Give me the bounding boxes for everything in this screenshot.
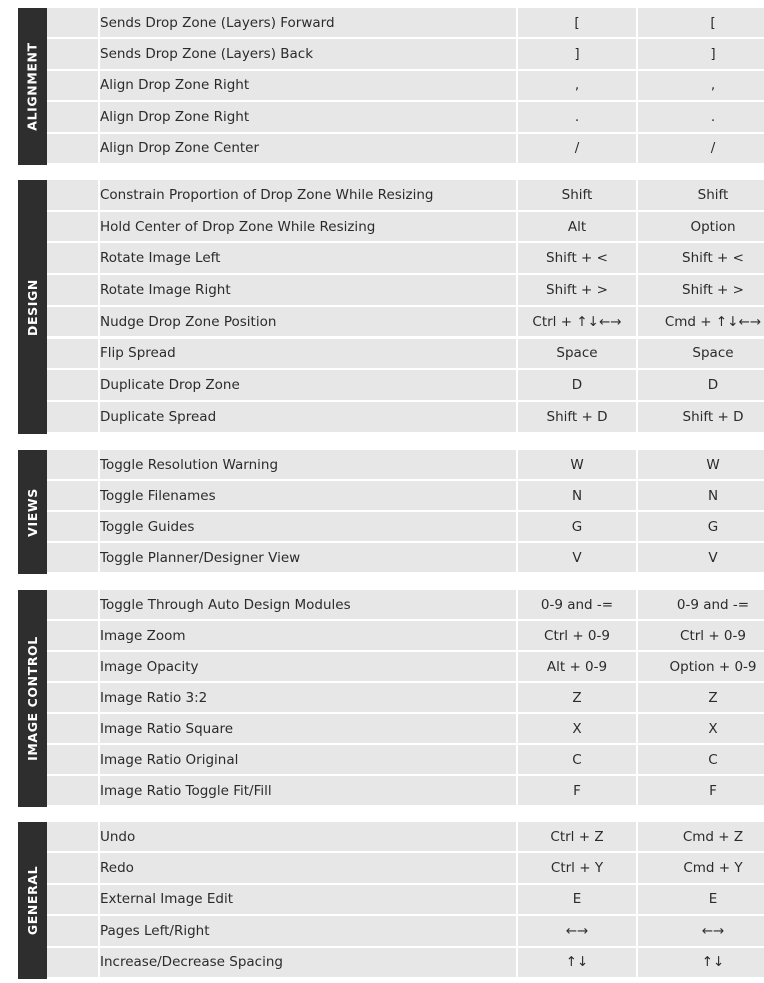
section-label-bar <box>18 822 47 979</box>
mac-shortcut-cell <box>638 481 764 510</box>
section-design <box>18 180 762 434</box>
windows-shortcut-cell <box>518 102 636 131</box>
mac-shortcut-cell <box>638 885 764 914</box>
mac-shortcut-cell <box>638 776 764 805</box>
table-row <box>47 745 759 776</box>
mac-shortcut-cell <box>638 590 764 619</box>
mac-shortcut: Z <box>708 689 718 706</box>
section-label-bar <box>18 590 47 807</box>
windows-shortcut: N <box>571 487 583 504</box>
row-spacer-cell <box>47 543 98 572</box>
windows-shortcut-cell <box>518 714 636 743</box>
table-row <box>47 71 759 102</box>
mac-shortcut-cell <box>638 853 764 882</box>
mac-shortcut: V <box>708 549 718 566</box>
table-row <box>47 543 759 574</box>
shortcut-rows <box>47 8 759 165</box>
action-cell <box>100 652 516 681</box>
windows-shortcut-cell <box>518 402 636 432</box>
section-general <box>18 822 759 979</box>
mac-shortcut-cell <box>638 275 764 305</box>
table-row <box>47 683 759 714</box>
windows-shortcut: Shift + > <box>546 281 608 298</box>
row-spacer-cell <box>47 39 98 68</box>
mac-shortcut: Shift + > <box>682 281 744 298</box>
windows-shortcut: Ctrl + Y <box>550 860 604 877</box>
windows-shortcut-cell <box>518 71 636 100</box>
action-cell <box>100 885 516 914</box>
action-label: Align Drop Zone Right <box>100 77 250 94</box>
action-cell <box>100 180 516 210</box>
table-row <box>47 714 759 745</box>
windows-shortcut: V <box>572 549 582 566</box>
row-spacer-cell <box>47 481 98 510</box>
section-label: ALIGNMENT <box>25 42 41 131</box>
mac-shortcut: Shift + D <box>682 408 744 425</box>
section-label: DESIGN <box>25 278 41 336</box>
windows-shortcut: ↑↓ <box>565 954 589 971</box>
row-spacer-cell <box>47 450 98 479</box>
mac-shortcut: F <box>709 782 717 799</box>
action-cell <box>100 339 516 369</box>
windows-shortcut: Ctrl + 0-9 <box>544 627 610 644</box>
windows-shortcut: , <box>574 77 580 94</box>
mac-shortcut: [ <box>710 14 716 31</box>
action-cell <box>100 450 516 479</box>
mac-shortcut-cell <box>638 745 764 774</box>
row-spacer-cell <box>47 8 98 37</box>
section-image-control <box>18 590 759 807</box>
row-spacer-cell <box>47 652 98 681</box>
section-alignment <box>18 8 759 165</box>
windows-shortcut-cell <box>518 652 636 681</box>
action-cell <box>100 8 516 37</box>
mac-shortcut: ←→ <box>701 922 725 939</box>
mac-shortcut: . <box>710 108 716 125</box>
windows-shortcut-cell <box>518 39 636 68</box>
action-label: Toggle Guides <box>100 518 195 535</box>
row-spacer-cell <box>47 853 98 882</box>
mac-shortcut: Space <box>692 345 734 362</box>
windows-shortcut-cell <box>518 683 636 712</box>
section-label: IMAGE CONTROL <box>25 636 41 761</box>
table-row <box>47 590 759 621</box>
action-label: Image Ratio 3:2 <box>100 689 208 706</box>
windows-shortcut-cell <box>518 481 636 510</box>
row-spacer-cell <box>47 590 98 619</box>
windows-shortcut: F <box>573 782 581 799</box>
windows-shortcut: / <box>574 140 580 157</box>
table-row <box>47 134 759 165</box>
mac-shortcut: W <box>706 456 720 473</box>
action-cell <box>100 243 516 273</box>
row-spacer-cell <box>47 512 98 541</box>
action-label: Redo <box>100 860 134 877</box>
action-cell <box>100 853 516 882</box>
mac-shortcut: X <box>708 720 718 737</box>
mac-shortcut-cell <box>638 512 764 541</box>
row-spacer-cell <box>47 948 98 977</box>
row-spacer-cell <box>47 402 98 432</box>
windows-shortcut-cell <box>518 543 636 572</box>
mac-shortcut-cell <box>638 39 764 68</box>
action-label: Rotate Image Right <box>100 281 231 298</box>
row-spacer-cell <box>47 134 98 163</box>
windows-shortcut: D <box>571 377 583 394</box>
action-label: Toggle Resolution Warning <box>100 456 279 473</box>
windows-shortcut: Alt <box>567 218 587 235</box>
action-label: Image Ratio Original <box>100 751 239 768</box>
action-label: Sends Drop Zone (Layers) Back <box>100 46 314 63</box>
mac-shortcut-cell <box>638 71 764 100</box>
shortcut-rows <box>47 822 759 979</box>
table-row <box>47 102 759 133</box>
table-row <box>47 39 759 70</box>
mac-shortcut: ↑↓ <box>701 954 725 971</box>
mac-shortcut: Shift + < <box>682 250 744 267</box>
mac-shortcut-cell <box>638 212 764 242</box>
windows-shortcut-cell <box>518 590 636 619</box>
windows-shortcut: . <box>574 108 580 125</box>
action-cell <box>100 71 516 100</box>
mac-shortcut: Cmd + ↑↓←→ <box>664 313 762 330</box>
table-row <box>47 948 759 979</box>
mac-shortcut: , <box>710 77 716 94</box>
windows-shortcut-cell <box>518 822 636 851</box>
row-spacer-cell <box>47 621 98 650</box>
mac-shortcut-cell <box>638 134 764 163</box>
windows-shortcut: ] <box>574 46 580 63</box>
action-cell <box>100 512 516 541</box>
windows-shortcut-cell <box>518 8 636 37</box>
action-cell <box>100 916 516 945</box>
table-row <box>47 776 759 807</box>
mac-shortcut: Cmd + Z <box>682 828 744 845</box>
action-label: Image Ratio Toggle Fit/Fill <box>100 782 272 799</box>
mac-shortcut: E <box>708 891 718 908</box>
mac-shortcut-cell <box>638 402 764 432</box>
section-label: GENERAL <box>25 865 41 936</box>
mac-shortcut-cell <box>638 8 764 37</box>
section-label-bar <box>18 180 47 434</box>
mac-shortcut-cell <box>638 683 764 712</box>
mac-shortcut: / <box>710 140 716 157</box>
row-spacer-cell <box>47 776 98 805</box>
action-cell <box>100 714 516 743</box>
table-row <box>47 402 759 434</box>
row-spacer-cell <box>47 212 98 242</box>
action-label: Image Ratio Square <box>100 720 234 737</box>
mac-shortcut-cell <box>638 543 764 572</box>
action-cell <box>100 621 516 650</box>
shortcut-rows <box>47 180 762 434</box>
row-spacer-cell <box>47 370 98 400</box>
action-label: Undo <box>100 828 136 845</box>
action-label: Pages Left/Right <box>100 922 210 939</box>
windows-shortcut: G <box>571 518 583 535</box>
action-label: Sends Drop Zone (Layers) Forward <box>100 14 335 31</box>
row-spacer-cell <box>47 71 98 100</box>
mac-shortcut-cell <box>638 339 764 369</box>
mac-shortcut-cell <box>638 948 764 977</box>
windows-shortcut: Shift <box>561 186 593 203</box>
action-label: Image Zoom <box>100 627 186 644</box>
action-label: Toggle Through Auto Design Modules <box>100 596 351 613</box>
section-label-bar <box>18 450 47 574</box>
mac-shortcut: Option + 0-9 <box>669 658 757 675</box>
windows-shortcut-cell <box>518 243 636 273</box>
windows-shortcut: Z <box>572 689 582 706</box>
windows-shortcut-cell <box>518 885 636 914</box>
windows-shortcut: Shift + D <box>546 408 608 425</box>
action-label: Image Opacity <box>100 658 199 675</box>
table-row <box>47 822 759 853</box>
action-cell <box>100 307 516 337</box>
windows-shortcut-cell <box>518 948 636 977</box>
action-label: External Image Edit <box>100 891 234 908</box>
windows-shortcut: ←→ <box>565 922 589 939</box>
action-label: Nudge Drop Zone Position <box>100 313 277 330</box>
action-label: Toggle Planner/Designer View <box>100 549 301 566</box>
windows-shortcut-cell <box>518 370 636 400</box>
action-label: Rotate Image Left <box>100 250 221 267</box>
mac-shortcut-cell <box>638 180 764 210</box>
row-spacer-cell <box>47 180 98 210</box>
windows-shortcut-cell <box>518 621 636 650</box>
action-cell <box>100 590 516 619</box>
row-spacer-cell <box>47 885 98 914</box>
row-spacer-cell <box>47 307 98 337</box>
row-spacer-cell <box>47 714 98 743</box>
windows-shortcut-cell <box>518 212 636 242</box>
section-label: VIEWS <box>25 487 40 537</box>
mac-shortcut: ] <box>710 46 716 63</box>
action-cell <box>100 134 516 163</box>
section-views <box>18 450 759 574</box>
table-row <box>47 370 759 402</box>
table-row <box>47 621 759 652</box>
row-spacer-cell <box>47 275 98 305</box>
mac-shortcut: G <box>707 518 719 535</box>
row-spacer-cell <box>47 916 98 945</box>
windows-shortcut-cell <box>518 307 636 337</box>
table-row <box>47 853 759 884</box>
windows-shortcut: Space <box>556 345 598 362</box>
windows-shortcut: E <box>572 891 582 908</box>
action-label: Duplicate Spread <box>100 408 217 425</box>
action-cell <box>100 948 516 977</box>
mac-shortcut-cell <box>638 652 764 681</box>
mac-shortcut: Shift <box>697 186 729 203</box>
table-row <box>47 243 759 275</box>
action-cell <box>100 683 516 712</box>
windows-shortcut: Shift + < <box>546 250 608 267</box>
mac-shortcut: N <box>707 487 719 504</box>
table-row <box>47 8 759 39</box>
windows-shortcut: Ctrl + ↑↓←→ <box>532 313 622 330</box>
table-row <box>47 212 759 244</box>
windows-shortcut: C <box>572 751 582 768</box>
windows-shortcut-cell <box>518 512 636 541</box>
row-spacer-cell <box>47 243 98 273</box>
windows-shortcut-cell <box>518 180 636 210</box>
row-spacer-cell <box>47 822 98 851</box>
action-label: Flip Spread <box>100 345 176 362</box>
table-row <box>47 180 759 212</box>
mac-shortcut-cell <box>638 370 764 400</box>
action-cell <box>100 102 516 131</box>
mac-shortcut-cell <box>638 450 764 479</box>
action-cell <box>100 543 516 572</box>
mac-shortcut: 0-9 and -= <box>676 596 750 613</box>
windows-shortcut: Ctrl + Z <box>550 828 604 845</box>
mac-shortcut: Option <box>690 218 736 235</box>
action-cell <box>100 481 516 510</box>
table-row <box>47 885 759 916</box>
windows-shortcut: X <box>572 720 582 737</box>
row-spacer-cell <box>47 102 98 131</box>
action-label: Duplicate Drop Zone <box>100 377 240 394</box>
mac-shortcut: C <box>708 751 718 768</box>
table-row <box>47 275 759 307</box>
mac-shortcut-cell <box>638 916 764 945</box>
row-spacer-cell <box>47 683 98 712</box>
shortcut-rows <box>47 590 759 807</box>
table-row <box>47 512 759 543</box>
windows-shortcut-cell <box>518 450 636 479</box>
table-row <box>47 307 762 339</box>
windows-shortcut-cell <box>518 776 636 805</box>
table-row <box>47 450 759 481</box>
table-row <box>47 652 759 683</box>
shortcut-rows <box>47 450 759 574</box>
row-spacer-cell <box>47 339 98 369</box>
windows-shortcut-cell <box>518 853 636 882</box>
action-cell <box>100 212 516 242</box>
action-label: Hold Center of Drop Zone While Resizing <box>100 218 376 235</box>
windows-shortcut: 0-9 and -= <box>540 596 614 613</box>
mac-shortcut-cell <box>638 102 764 131</box>
table-row <box>47 481 759 512</box>
action-label: Constrain Proportion of Drop Zone While Resizing <box>100 186 434 203</box>
section-label-bar <box>18 8 47 165</box>
action-cell <box>100 402 516 432</box>
mac-shortcut: Ctrl + 0-9 <box>680 627 746 644</box>
action-label: Align Drop Zone Center <box>100 140 260 157</box>
row-spacer-cell <box>47 745 98 774</box>
mac-shortcut-cell <box>638 307 764 337</box>
windows-shortcut: [ <box>574 14 580 31</box>
windows-shortcut-cell <box>518 275 636 305</box>
windows-shortcut: W <box>570 456 584 473</box>
action-cell <box>100 822 516 851</box>
action-cell <box>100 745 516 774</box>
action-cell <box>100 776 516 805</box>
action-label: Increase/Decrease Spacing <box>100 954 283 971</box>
windows-shortcut-cell <box>518 745 636 774</box>
action-cell <box>100 370 516 400</box>
windows-shortcut-cell <box>518 339 636 369</box>
table-row <box>47 339 759 371</box>
mac-shortcut: D <box>707 377 719 394</box>
action-label: Toggle Filenames <box>100 487 216 504</box>
mac-shortcut-cell <box>638 714 764 743</box>
windows-shortcut-cell <box>518 134 636 163</box>
action-cell <box>100 39 516 68</box>
windows-shortcut: Alt + 0-9 <box>546 658 608 675</box>
mac-shortcut-cell <box>638 243 764 273</box>
mac-shortcut-cell <box>638 621 764 650</box>
action-label: Align Drop Zone Right <box>100 108 250 125</box>
mac-shortcut: Cmd + Y <box>683 860 743 877</box>
windows-shortcut-cell <box>518 916 636 945</box>
mac-shortcut-cell <box>638 822 764 851</box>
table-row <box>47 916 759 947</box>
action-cell <box>100 275 516 305</box>
